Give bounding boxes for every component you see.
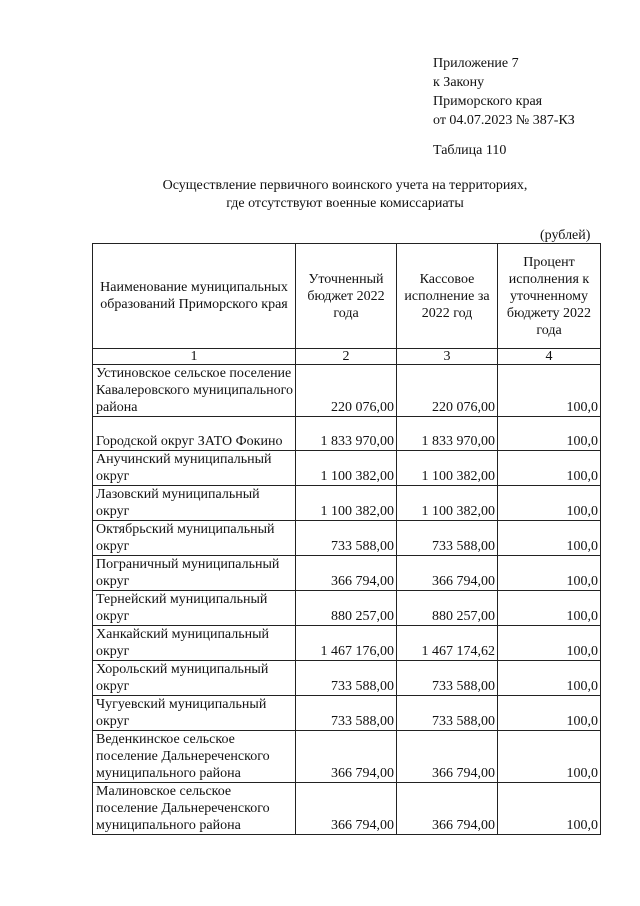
percent-value: 100,0 [498, 521, 601, 556]
executed-value: 1 100 382,00 [397, 451, 498, 486]
table-row [93, 451, 601, 486]
budget-value: 220 076,00 [296, 365, 397, 417]
executed-value: 366 794,00 [397, 556, 498, 591]
appendix-line: к Закону [433, 75, 485, 90]
percent-value: 100,0 [498, 417, 601, 451]
percent-value: 100,0 [498, 731, 601, 783]
municipality-name: Анучинский муниципальный округ [93, 451, 296, 486]
budget-value: 366 794,00 [296, 556, 397, 591]
executed-value: 366 794,00 [397, 731, 498, 783]
executed-value: 220 076,00 [397, 365, 498, 417]
header-executed: Кассовое исполнение за 2022 год [397, 244, 498, 349]
column-number: 3 [397, 349, 498, 365]
budget-value: 733 588,00 [296, 696, 397, 731]
budget-value: 1 833 970,00 [296, 417, 397, 451]
budget-value: 733 588,00 [296, 521, 397, 556]
percent-value: 100,0 [498, 696, 601, 731]
table-row [93, 696, 601, 731]
table-row [93, 486, 601, 521]
budget-value: 366 794,00 [296, 783, 397, 835]
title-line: Осуществление первичного воинского учета на территориях, [162, 178, 528, 193]
municipality-name: Устиновское сельское поселение Кавалеровского муниципального района [93, 365, 296, 417]
table-row [93, 661, 601, 696]
municipality-name: Городской округ ЗАТО Фокино [93, 417, 296, 451]
header-budget: Уточненный бюджет 2022 года [296, 244, 397, 349]
table-row [93, 731, 601, 783]
column-number: 1 [93, 349, 296, 365]
municipality-name: Лазовский муниципальный округ [93, 486, 296, 521]
appendix-line: Приморского края [433, 94, 543, 109]
municipality-name: Малиновское сельское поселение Дальнереченского муниципального района [93, 783, 296, 835]
table-row [93, 591, 601, 626]
executed-value: 733 588,00 [397, 661, 498, 696]
percent-value: 100,0 [498, 451, 601, 486]
column-number-row [93, 349, 601, 365]
percent-value: 100,0 [498, 365, 601, 417]
executed-value: 733 588,00 [397, 521, 498, 556]
table-number: Таблица 110 [433, 143, 507, 158]
percent-value: 100,0 [498, 783, 601, 835]
executed-value: 1 833 970,00 [397, 417, 498, 451]
header-row [93, 244, 601, 349]
appendix-line: Приложение 7 [433, 56, 519, 71]
budget-value: 1 100 382,00 [296, 451, 397, 486]
percent-value: 100,0 [498, 661, 601, 696]
column-number: 4 [498, 349, 601, 365]
table-row [93, 783, 601, 835]
budget-value: 1 467 176,00 [296, 626, 397, 661]
unit-label: (рублей) [540, 228, 591, 243]
table-row [93, 365, 601, 417]
percent-value: 100,0 [498, 591, 601, 626]
budget-table [92, 243, 601, 835]
document-title [95, 177, 595, 213]
budget-value: 733 588,00 [296, 661, 397, 696]
header-percent: Процент исполнения к уточненному бюджету 2022 года [498, 244, 601, 349]
budget-value: 880 257,00 [296, 591, 397, 626]
budget-value: 366 794,00 [296, 731, 397, 783]
municipality-name: Ханкайский муниципальный округ [93, 626, 296, 661]
municipality-name: Чугуевский муниципальный округ [93, 696, 296, 731]
budget-value: 1 100 382,00 [296, 486, 397, 521]
executed-value: 1 100 382,00 [397, 486, 498, 521]
municipality-name: Тернейский муниципальный округ [93, 591, 296, 626]
municipality-name: Пограничный муниципальный округ [93, 556, 296, 591]
percent-value: 100,0 [498, 556, 601, 591]
appendix-block [433, 54, 575, 130]
title-line: где отсутствуют военные комиссариаты [226, 196, 464, 211]
table-row [93, 556, 601, 591]
executed-value: 733 588,00 [397, 696, 498, 731]
percent-value: 100,0 [498, 486, 601, 521]
appendix-line: от 04.07.2023 № 387-КЗ [433, 113, 575, 128]
percent-value: 100,0 [498, 626, 601, 661]
executed-value: 1 467 174,62 [397, 626, 498, 661]
table-row [93, 626, 601, 661]
municipality-name: Октябрьский муниципальный округ [93, 521, 296, 556]
municipality-name: Веденкинское сельское поселение Дальнереченского муниципального района [93, 731, 296, 783]
column-number: 2 [296, 349, 397, 365]
executed-value: 880 257,00 [397, 591, 498, 626]
municipality-name: Хорольский муниципальный округ [93, 661, 296, 696]
table-row [93, 521, 601, 556]
header-name: Наименование муниципальных образований Приморского края [93, 244, 296, 349]
executed-value: 366 794,00 [397, 783, 498, 835]
table-row [93, 417, 601, 451]
